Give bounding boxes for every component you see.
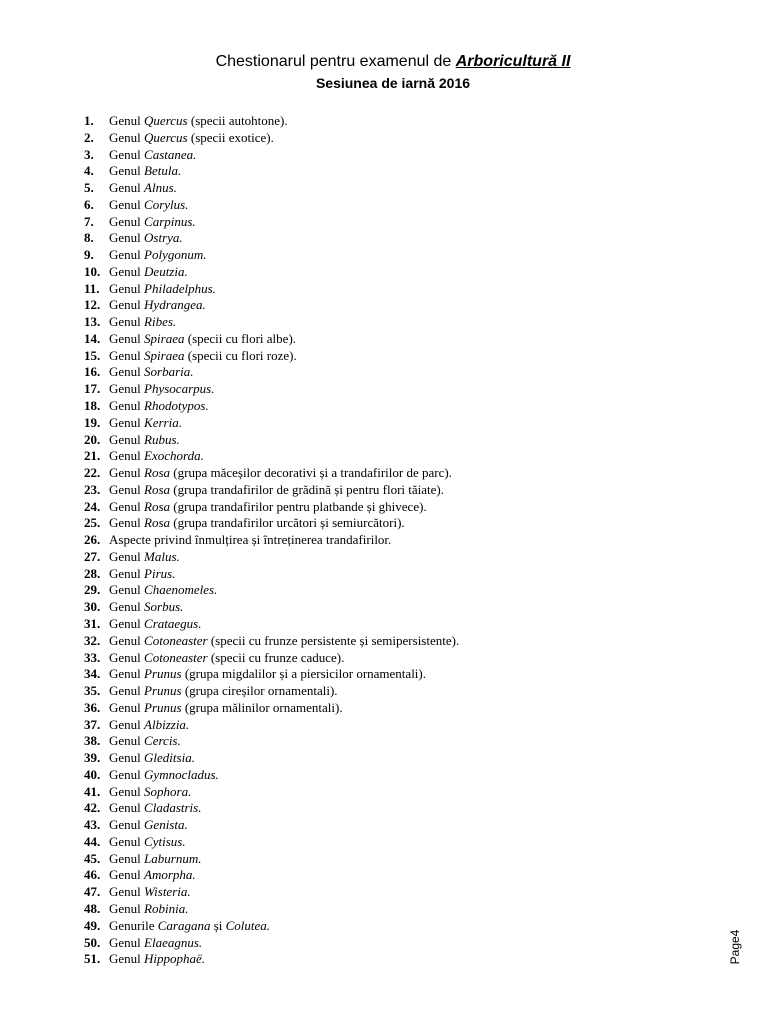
item-text: Genul: [109, 951, 145, 967]
item-number: 40.: [84, 766, 101, 782]
item-text: Genul: [109, 247, 145, 263]
item-text: Genul: [109, 129, 145, 145]
list-item: [84, 549, 459, 566]
item-taxon-name: Rosa: [144, 481, 171, 497]
item-taxon-name: Pirus.: [144, 565, 176, 581]
list-item: [84, 683, 459, 700]
item-number: 23.: [84, 481, 101, 497]
item-text: Genul: [109, 515, 145, 531]
list-item: [84, 800, 459, 817]
list-item: [84, 415, 459, 432]
list-item: [84, 163, 459, 180]
item-taxon-name: Hydrangea.: [144, 297, 206, 313]
item-taxon-name: Sophora.: [144, 783, 192, 799]
item-number: 20.: [84, 431, 101, 447]
item-taxon-name: Laburnum.: [144, 850, 202, 866]
item-number: 28.: [84, 565, 101, 581]
item-number: 8.: [84, 230, 94, 246]
item-taxon-name: Prunus: [144, 699, 182, 715]
item-number: 31.: [84, 615, 101, 631]
item-number: 10.: [84, 263, 101, 279]
page-number-label: [728, 928, 742, 968]
item-number: 1.: [84, 113, 94, 128]
item-taxon-name: Wisteria.: [144, 884, 191, 900]
list-item: [84, 616, 459, 633]
item-text: Genul: [109, 297, 145, 313]
item-text: Genul: [109, 817, 145, 833]
item-taxon-name: Albizzia.: [144, 716, 190, 732]
item-text: Aspecte privind înmulțirea și întreținerea trandafirilor.: [109, 532, 392, 548]
item-text: Genul: [109, 548, 145, 564]
item-number: 41.: [84, 783, 101, 799]
item-taxon-name: Rosa: [144, 465, 171, 481]
item-text: Genul: [109, 146, 145, 162]
list-item: [84, 566, 459, 583]
list-item: [84, 113, 459, 130]
list-item: [84, 348, 459, 365]
item-number: 22.: [84, 465, 101, 481]
item-taxon-name: Genista.: [144, 817, 188, 833]
list-item: [84, 951, 459, 968]
list-item: [84, 901, 459, 918]
item-taxon-name: Carpinus.: [144, 213, 196, 229]
item-taxon-name: Rubus.: [144, 431, 180, 447]
item-number: 12.: [84, 297, 101, 313]
item-text: Genul: [109, 213, 145, 229]
item-text: Genul: [109, 330, 145, 346]
item-taxon-name: Sorbaria.: [144, 364, 194, 380]
item-taxon-name: Corylus.: [144, 196, 189, 212]
list-item: [84, 599, 459, 616]
list-item: [84, 666, 459, 683]
item-text: Genul: [109, 163, 145, 179]
list-item: [84, 784, 459, 801]
item-text: Genul: [109, 481, 145, 497]
item-taxon-name: Hippophaë.: [144, 951, 206, 967]
list-item: [84, 817, 459, 834]
item-number: 13.: [84, 314, 101, 330]
list-item: [84, 482, 459, 499]
item-text: Genul: [109, 414, 145, 430]
item-number: 21.: [84, 448, 101, 464]
item-taxon-name: Physocarpus.: [144, 381, 215, 397]
item-text: Genul: [109, 666, 145, 682]
item-number: 44.: [84, 833, 101, 849]
item-text: Genul: [109, 750, 145, 766]
item-number: 19.: [84, 414, 101, 430]
list-item: [84, 733, 459, 750]
list-item: [84, 867, 459, 884]
list-item: [84, 297, 459, 314]
item-text: Genul: [109, 582, 145, 598]
item-text: (grupa mălinilor ornamentali).: [181, 699, 343, 715]
item-text: (specii cu frunze persistente și semipersistente).: [207, 632, 460, 648]
item-taxon-name: Colutea.: [225, 917, 271, 933]
item-taxon-name: Castanea.: [144, 146, 197, 162]
item-taxon-name: Cotoneaster: [144, 632, 208, 648]
item-number: 42.: [84, 800, 101, 816]
list-item: [84, 717, 459, 734]
list-item: [84, 918, 459, 935]
item-number: 24.: [84, 498, 101, 514]
item-text: Genul: [109, 800, 145, 816]
list-item: [84, 264, 459, 281]
item-text: Genul: [109, 347, 145, 363]
item-text: Genul: [109, 230, 145, 246]
item-number: 33.: [84, 649, 101, 665]
item-text: Genul: [109, 850, 145, 866]
item-text: (grupa măceșilor decorativi și a trandafirilor de parc).: [170, 465, 452, 481]
item-taxon-name: Malus.: [144, 548, 180, 564]
list-item: [84, 851, 459, 868]
item-text: Genul: [109, 113, 145, 128]
item-taxon-name: Ribes.: [144, 314, 177, 330]
item-number: 4.: [84, 163, 94, 179]
item-text: (specii exotice).: [187, 129, 274, 145]
item-taxon-name: Quercus: [144, 129, 188, 145]
title-prefix: Chestionarul pentru examenul de: [215, 53, 456, 70]
item-text: Genul: [109, 683, 145, 699]
title-course-name: Arboricultură II: [455, 53, 571, 70]
item-taxon-name: Spiraea: [144, 330, 185, 346]
item-number: 7.: [84, 213, 94, 229]
item-text: Genul: [109, 632, 145, 648]
list-item: [84, 230, 459, 247]
item-text: (grupa migdalilor și a piersicilor ornamentali).: [181, 666, 426, 682]
item-number: 39.: [84, 750, 101, 766]
list-item: [84, 130, 459, 147]
item-taxon-name: Robinia.: [144, 900, 189, 916]
item-taxon-name: Philadelphus.: [144, 280, 216, 296]
item-taxon-name: Amorpha.: [144, 867, 196, 883]
list-item: [84, 214, 459, 231]
item-taxon-name: Ostrya.: [144, 230, 183, 246]
list-item: [84, 499, 459, 516]
list-item: [84, 331, 459, 348]
list-item: [84, 432, 459, 449]
list-item: [84, 398, 459, 415]
item-text: Genul: [109, 431, 145, 447]
item-text: Genul: [109, 867, 145, 883]
item-taxon-name: Quercus: [144, 113, 188, 128]
item-taxon-name: Exochorda.: [144, 448, 204, 464]
list-item: [84, 532, 459, 549]
document-subtitle: Sesiunea de iarnă 2016: [315, 75, 471, 91]
item-text: Genul: [109, 398, 145, 414]
list-item: [84, 448, 459, 465]
item-text: Genul: [109, 196, 145, 212]
item-number: 38.: [84, 733, 101, 749]
item-number: 25.: [84, 515, 101, 531]
item-text: Genul: [109, 615, 145, 631]
item-taxon-name: Cytisus.: [144, 833, 186, 849]
item-text: Genul: [109, 448, 145, 464]
list-item: [84, 180, 459, 197]
list-item: [84, 465, 459, 482]
item-number: 5.: [84, 180, 94, 196]
item-text: Genul: [109, 733, 145, 749]
item-text: Genul: [109, 884, 145, 900]
list-item: [84, 767, 459, 784]
item-text: Genul: [109, 766, 145, 782]
item-text: (specii cu frunze caduce).: [207, 649, 345, 665]
item-number: 35.: [84, 683, 101, 699]
item-text: Genul: [109, 364, 145, 380]
list-item: [84, 515, 459, 532]
item-text: și: [210, 917, 226, 933]
item-number: 50.: [84, 934, 101, 950]
item-text: (grupa trandafirilor pentru platbande și ghivece).: [170, 498, 427, 514]
item-taxon-name: Caragana: [157, 917, 211, 933]
item-text: (specii autohtone).: [187, 113, 288, 128]
item-number: 11.: [84, 280, 100, 296]
item-text: Genul: [109, 498, 145, 514]
item-taxon-name: Alnus.: [144, 180, 177, 196]
item-taxon-name: Crataegus.: [144, 615, 202, 631]
list-item: [84, 884, 459, 901]
list-item: [84, 750, 459, 767]
item-text: Genurile: [109, 917, 158, 933]
item-taxon-name: Prunus: [144, 666, 182, 682]
item-taxon-name: Sorbus.: [144, 599, 184, 615]
page-number-text: Page4: [728, 929, 742, 965]
list-item: [84, 147, 459, 164]
item-taxon-name: Gleditsia.: [144, 750, 195, 766]
item-text: Genul: [109, 599, 145, 615]
item-taxon-name: Chaenomeles.: [144, 582, 218, 598]
item-text: Genul: [109, 263, 145, 279]
list-item: [84, 700, 459, 717]
item-number: 30.: [84, 599, 101, 615]
item-number: 27.: [84, 548, 101, 564]
document-title: [0, 52, 768, 72]
item-text: (specii cu flori albe).: [184, 330, 297, 346]
item-number: 6.: [84, 196, 94, 212]
list-item: [84, 935, 459, 952]
item-text: Genul: [109, 900, 145, 916]
item-text: Genul: [109, 783, 145, 799]
item-text: Genul: [109, 465, 145, 481]
item-text: Genul: [109, 699, 145, 715]
item-text: Genul: [109, 314, 145, 330]
list-item: [84, 364, 459, 381]
item-taxon-name: Spiraea: [144, 347, 185, 363]
item-number: 26.: [84, 532, 101, 548]
item-taxon-name: Kerria.: [144, 414, 182, 430]
item-number: 43.: [84, 817, 101, 833]
item-taxon-name: Rosa: [144, 498, 171, 514]
item-text: (specii cu flori roze).: [184, 347, 297, 363]
item-text: (grupa cireșilor ornamentali).: [181, 683, 338, 699]
item-text: Genul: [109, 381, 145, 397]
item-number: 32.: [84, 632, 101, 648]
item-number: 29.: [84, 582, 101, 598]
item-taxon-name: Rhodotypos.: [144, 398, 209, 414]
item-text: (grupa trandafirilor urcători și semiurcători).: [170, 515, 405, 531]
item-number: 36.: [84, 699, 101, 715]
item-text: Genul: [109, 565, 145, 581]
list-item: [84, 247, 459, 264]
list-item: [84, 633, 459, 650]
item-taxon-name: Polygonum.: [144, 247, 207, 263]
item-number: 46.: [84, 867, 101, 883]
item-number: 3.: [84, 146, 94, 162]
item-number: 51.: [84, 951, 101, 967]
item-taxon-name: Deutzia.: [144, 263, 188, 279]
list-item: [84, 314, 459, 331]
item-text: Genul: [109, 934, 145, 950]
item-number: 47.: [84, 884, 101, 900]
item-text: Genul: [109, 280, 145, 296]
list-item: [84, 381, 459, 398]
item-number: 9.: [84, 247, 94, 263]
item-taxon-name: Cladastris.: [144, 800, 202, 816]
item-number: 15.: [84, 347, 101, 363]
question-list: [84, 113, 459, 968]
item-text: Genul: [109, 716, 145, 732]
item-number: 34.: [84, 666, 101, 682]
item-text: Genul: [109, 649, 145, 665]
list-item: [84, 197, 459, 214]
list-item: [84, 582, 459, 599]
item-number: 16.: [84, 364, 101, 380]
item-number: 49.: [84, 917, 101, 933]
item-taxon-name: Rosa: [144, 515, 171, 531]
item-taxon-name: Cotoneaster: [144, 649, 208, 665]
item-text: Genul: [109, 833, 145, 849]
item-taxon-name: Prunus: [144, 683, 182, 699]
item-number: 48.: [84, 900, 101, 916]
list-item: [84, 650, 459, 667]
item-taxon-name: Elaeagnus.: [144, 934, 203, 950]
item-number: 37.: [84, 716, 101, 732]
item-number: 14.: [84, 330, 101, 346]
item-text: Genul: [109, 180, 145, 196]
item-number: 2.: [84, 129, 94, 145]
list-item: [84, 834, 459, 851]
list-item: [84, 281, 459, 298]
item-taxon-name: Cercis.: [144, 733, 181, 749]
item-taxon-name: Gymnocladus.: [144, 766, 219, 782]
item-number: 18.: [84, 398, 101, 414]
item-text: (grupa trandafirilor de grădină și pentru flori tăiate).: [170, 481, 445, 497]
item-number: 17.: [84, 381, 101, 397]
item-taxon-name: Betula.: [144, 163, 182, 179]
item-number: 45.: [84, 850, 101, 866]
